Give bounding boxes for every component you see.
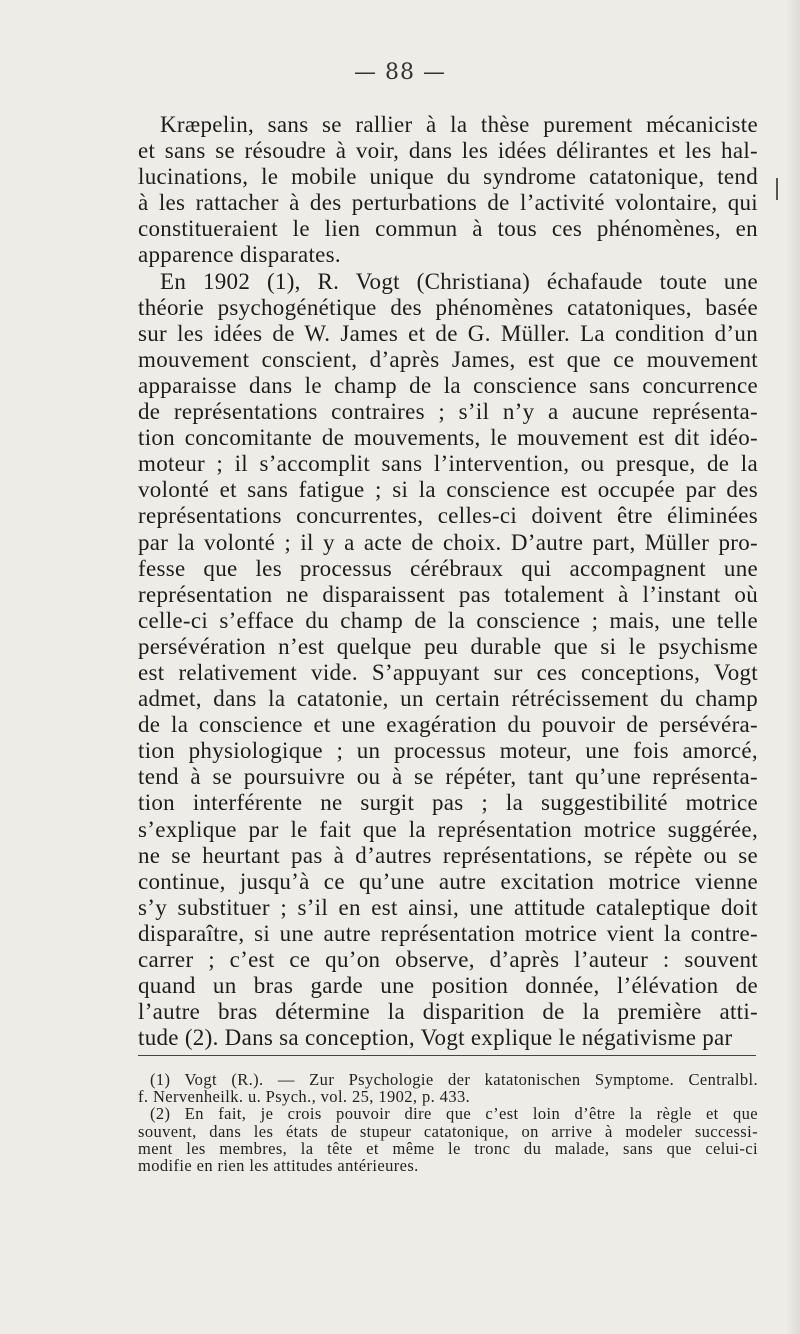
body-line: l’autre bras détermine la disparition de la première atti- [138, 999, 758, 1025]
body-line: mouvement conscient, d’après James, est que ce mouvement [138, 346, 758, 372]
footnote-line: ment les membres, la tête et même le tronc du malade, sans que celui-ci [138, 1138, 758, 1158]
body-line: tude (2). Dans sa conception, Vogt explique le négativisme par [138, 1025, 733, 1051]
body-line: quand un bras garde une position donnée, l’élévation de [138, 973, 758, 999]
body-line: En 1902 (1), R. Vogt (Christiana) échafaude toute une [160, 268, 758, 294]
body-text [138, 112, 758, 1051]
body-line: lucinations, le mobile unique du syndrome catatonique, tend [138, 164, 758, 190]
body-line: ne se heurtant pas à d’autres représentations, se répète ou se [138, 842, 758, 868]
body-line: persévération n’est quelque peu durable que si le psychisme [138, 633, 758, 659]
footnote-line: (1) Vogt (R.). — Zur Psychologie der katatonischen Symptome. Centralbl. [150, 1070, 758, 1089]
body-line: apparaisse dans le champ de la conscience sans concurrence [138, 372, 758, 398]
body-line: moteur ; il s’accomplit sans l’intervention, ou presque, de la [138, 451, 758, 477]
body-line: disparaître, si une autre représentation motrice vient la contre- [138, 920, 758, 946]
footnote-separator [138, 1055, 756, 1056]
body-line: et sans se résoudre à voir, dans les idées délirantes et les hal- [138, 138, 758, 164]
body-line: carrer ; c’est ce qu’on observe, d’après l’auteur : souvent [138, 947, 758, 972]
body-line: représentation ne disparaissent pas totalement à l’instant où [138, 581, 758, 607]
body-line: de représentations contraires ; s’il n’y a aucune représenta- [138, 399, 758, 425]
page-number: — 88 — [354, 60, 446, 85]
body-line: est relativement vide. S’appuyant sur ces conceptions, Vogt [138, 659, 758, 685]
body-line: tion concomitante de mouvements, le mouvement est dit idéo- [138, 425, 758, 451]
body-line: fesse que les processus cérébraux qui accompagnent une [138, 555, 758, 581]
footnote-line: f. Nervenheilk. u. Psych., vol. 25, 1902, p. 433. [138, 1087, 471, 1107]
body-line: représentations concurrentes, celles-ci doivent être éliminées [138, 503, 758, 529]
body-line: constitueraient le lien commun à tous ces phénomènes, en [138, 216, 758, 242]
body-line: théorie psychogénétique des phénomènes catatoniques, basée [138, 294, 758, 320]
body-line: à les rattacher à des perturbations de l’activité volontaire, qui [138, 190, 758, 216]
body-line: volonté et sans fatigue ; si la conscience est occupée par des [138, 477, 758, 503]
body-line: par la volonté ; il y a acte de choix. D’autre part, Müller pro- [138, 529, 758, 555]
body-line: Kræpelin, sans se rallier à la thèse purement mécaniciste [160, 112, 758, 137]
body-line: admet, dans la catatonie, un certain rétrécissement du champ [138, 686, 758, 712]
page-edge-shadow [786, 0, 800, 1334]
body-line: de la conscience et une exagération du pouvoir de persévéra- [138, 712, 758, 738]
body-line: tion interférente ne surgit pas ; la suggestibilité motrice [138, 790, 758, 816]
margin-mark [776, 178, 778, 200]
body-line: tion physiologique ; un processus moteur, une fois amorcé, [138, 738, 758, 764]
footnotes [138, 1071, 758, 1174]
body-line: continue, jusqu’à ce qu’une autre excitation motrice vienne [138, 868, 758, 894]
body-line: s’explique par le fait que la représentation motrice suggérée, [138, 816, 758, 842]
footnote-line: modifie en rien les attitudes antérieures. [138, 1155, 419, 1175]
footnote-line: souvent, dans les états de stupeur catatonique, on arrive à modeler successi- [138, 1121, 758, 1141]
body-line: s’y substituer ; s’il en est ainsi, une attitude cataleptique doit [138, 894, 758, 920]
body-line: apparence disparates. [138, 242, 341, 268]
body-line: celle-ci s’efface du champ de la conscience ; mais, une telle [138, 607, 758, 633]
body-line: sur les idées de W. James et de G. Müller. La condition d’un [138, 320, 758, 346]
footnote-line: (2) En fait, je crois pouvoir dire que c’est loin d’être la règle et que [150, 1104, 758, 1124]
body-line: tend à se poursuivre ou à se répéter, tant qu’une représenta- [138, 764, 758, 790]
